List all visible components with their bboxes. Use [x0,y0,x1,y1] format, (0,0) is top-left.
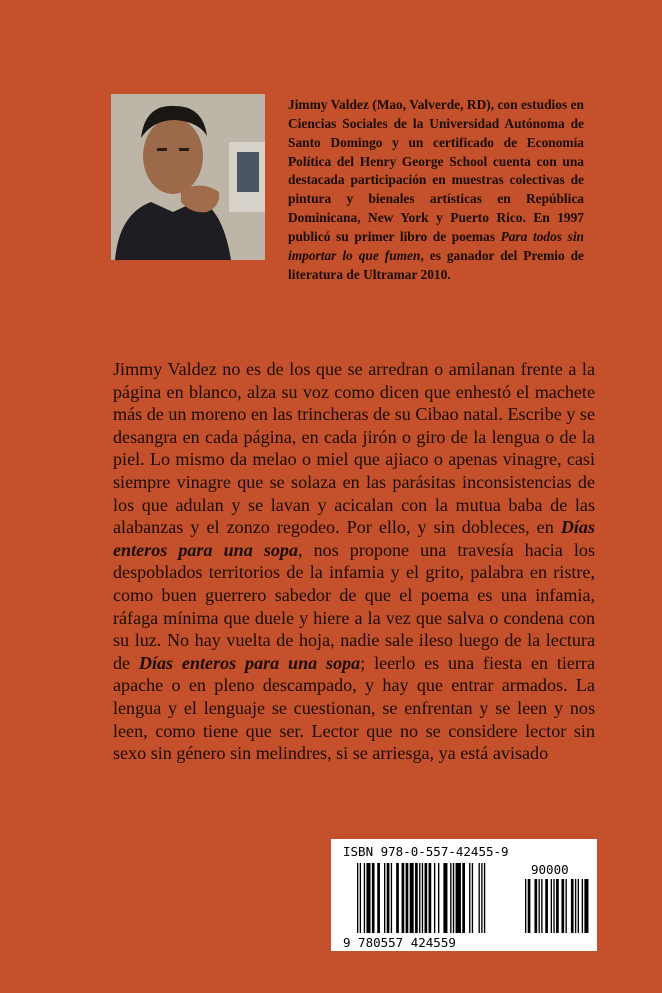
barcode-bar [402,863,405,933]
barcode-bar [525,879,526,933]
barcode-bar [372,863,375,933]
blurb-text-middle: , nos propone una travesía hacia los despoblados territorios de la infamia y el grito, palabra en ristre, como buen guerrero sabedor de que el poema es una infamia, ráfaga mínima que duele y hiere a la vez que salva o condena con su luz. No hay vuelta de hoja, nadie sale ileso luego de la lectura de [113,539,596,673]
barcode-bar [534,879,537,933]
blurb-text-end: ; leerlo es una fiesta en tierra apache o en pleno descampado, y hay que entrar armados. La lengua y el lenguaje se cuestionan, se enfrentan y se leen y nos leen, como tiene que ser. Lector que no se considere lector sin sexo sin género sin melindres, si se arriesga, ya está avisado [113,652,596,764]
barcode-bar [553,879,554,933]
barcode-digits: 9 780557 424559 [343,935,456,950]
barcode-bar [479,863,480,933]
barcode-bar [539,879,540,933]
barcode-bar [377,863,380,933]
book-blurb [113,358,595,765]
barcode-bar [429,863,432,933]
barcode-bar [443,863,447,933]
barcode-bar [384,863,385,933]
blurb-book-title-repeat: Días enteros para una sopa [138,652,361,673]
barcode-bar [360,863,361,933]
barcode-bar [366,863,370,933]
barcode-bar [415,863,418,933]
isbn-barcode [331,839,597,951]
barcode-bar [425,863,428,933]
price-code: 90000 [531,862,569,877]
author-bio [288,96,584,284]
barcode-bar [387,863,390,933]
barcode-bar [582,879,583,933]
author-bio-text-end: , es ganador del Premio de literatura de Ultramar 2010. [288,247,585,282]
barcode-bar [578,879,579,933]
barcode-bar [584,879,588,933]
barcode-bar [561,879,564,933]
barcode-bar [566,879,567,933]
barcode-bar [481,863,482,933]
barcode-bar [556,879,559,933]
barcode-bar [528,879,531,933]
barcode-bar [450,863,451,933]
barcode-bar [453,863,454,933]
barcode-bar [419,863,420,933]
main-barcode-bars [357,863,485,933]
blurb-text: Jimmy Valdez no es de los que se arredran o amilanan frente a la página en blanco, alza su voz como dicen que enhestó el machete más de un moreno en las trincheras de su Cibao natal. Escribe y se desangra en cada página, en cada jirón o giro de la lengua o de la piel. Lo mismo da melao o miel que ajiaco o apenas vinagre, casi siempre vinagre que se solaza en las parásitas inconsistencias de los que adulan y se lavan y acicalan con la mutua baba de las alabanzas y el zonzo regodeo. Por ello, y sin dobleces, en [113,359,595,538]
barcode-bar [541,879,542,933]
barcode-bar [438,863,439,933]
barcode-bar [575,879,576,933]
barcode-bar [434,863,435,933]
barcode-bar [484,863,485,933]
blurb-book-title: Días enteros para una sopa [113,517,595,560]
barcode-bar [391,863,392,933]
barcode-bar [462,863,465,933]
barcode-bar [357,863,358,933]
barcode-bar [571,879,574,933]
author-photo [111,94,265,260]
barcode-bar [396,863,399,933]
barcode-bar [364,863,365,933]
barcode-bar [410,863,414,933]
addon-barcode-bars [525,879,588,933]
barcode-bar [545,879,548,933]
barcode-graphic [331,839,597,951]
barcode-bar [551,879,552,933]
barcode-bar [472,863,473,933]
barcode-bar [456,863,461,933]
isbn-label: ISBN 978-0-557-42455-9 [343,844,509,859]
barcode-bar [422,863,423,933]
author-bio-text: Jimmy Valdez (Mao, Valverde, RD), con estudios en Ciencias Sociales de la Universidad Autónoma de Santo Domingo y un certificado de Economía Política del Henry George School cuenta con una destacada participación en muestras colectivas de pintura y bienales artísticas en República Dominicana, New York y Puerto Rico. En 1997 publicó su primer libro de poemas [288,97,584,244]
barcode-bar [469,863,470,933]
barcode-bar [406,863,409,933]
author-bio-book-title: Para todos sin importar lo que fumen [288,228,584,263]
